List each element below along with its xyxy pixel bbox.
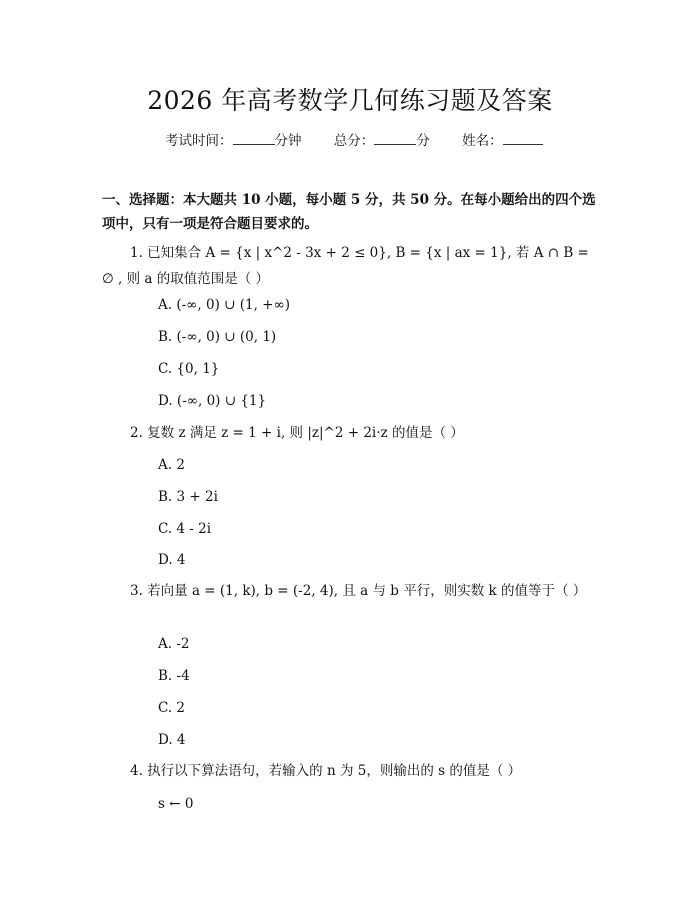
question-2-option-d: D. 4 — [158, 552, 186, 568]
question-2-stem: 2. 复数 z 满足 z = 1 + i, 则 |z|^2 + 2i·z 的值是（ ） — [130, 425, 464, 441]
question-1-option-a: A. (-∞, 0) ∪ (1, +∞) — [158, 297, 291, 313]
question-1-option-c: C. {0, 1} — [158, 361, 220, 377]
question-3-option-d: D. 4 — [158, 732, 186, 748]
total-score-label: 总分： — [333, 133, 375, 149]
total-score-field — [334, 130, 430, 151]
question-3-option-c: C. 2 — [158, 700, 186, 716]
question-4-code-line: s ← 0 — [158, 796, 194, 812]
question-3-option-b: B. -4 — [158, 668, 190, 684]
name-blank — [503, 130, 543, 145]
question-1-option-d: D. (-∞, 0) ∪ {1} — [158, 393, 267, 409]
exam-time-blank — [233, 130, 275, 145]
name-field — [462, 130, 543, 151]
exam-time-field — [165, 130, 302, 151]
question-1-stem: 1. 已知集合 A = {x | x^2 - 3x + 2 ≤ 0}, B = {x | ax = 1}, 若 A ∩ B = ∅ , 则 a 的取值范围是（ ） — [102, 245, 589, 287]
question-2-option-a: A. 2 — [158, 457, 185, 473]
question-3-option-a: A. -2 — [158, 636, 190, 652]
page-title: 2026 年高考数学几何练习题及答案 — [147, 86, 553, 115]
section-header: 一、选择题：本大题共 10 小题，每小题 5 分，共 50 分。在每小题给出的四个选项中，只有一项是符合题目要求的。 — [102, 192, 596, 232]
exam-time-label: 考试时间： — [165, 133, 233, 149]
exam-info-line — [165, 130, 543, 151]
question-3-stem: 3. 若向量 a = (1, k), b = (-2, 4), 且 a 与 b 平行，则实数 k 的值等于（ ） — [130, 583, 587, 599]
question-2-option-b: B. 3 + 2i — [158, 489, 218, 505]
question-4-stem: 4. 执行以下算法语句，若输入的 n 为 5，则输出的 s 的值是（ ） — [130, 763, 522, 779]
question-2-option-c: C. 4 - 2i — [158, 521, 212, 537]
question-1-option-b: B. (-∞, 0) ∪ (0, 1) — [158, 329, 277, 345]
exam-time-unit: 分钟 — [274, 133, 302, 149]
name-label: 姓名： — [462, 133, 503, 149]
total-score-unit: 分 — [416, 133, 430, 149]
total-score-blank — [374, 130, 416, 145]
